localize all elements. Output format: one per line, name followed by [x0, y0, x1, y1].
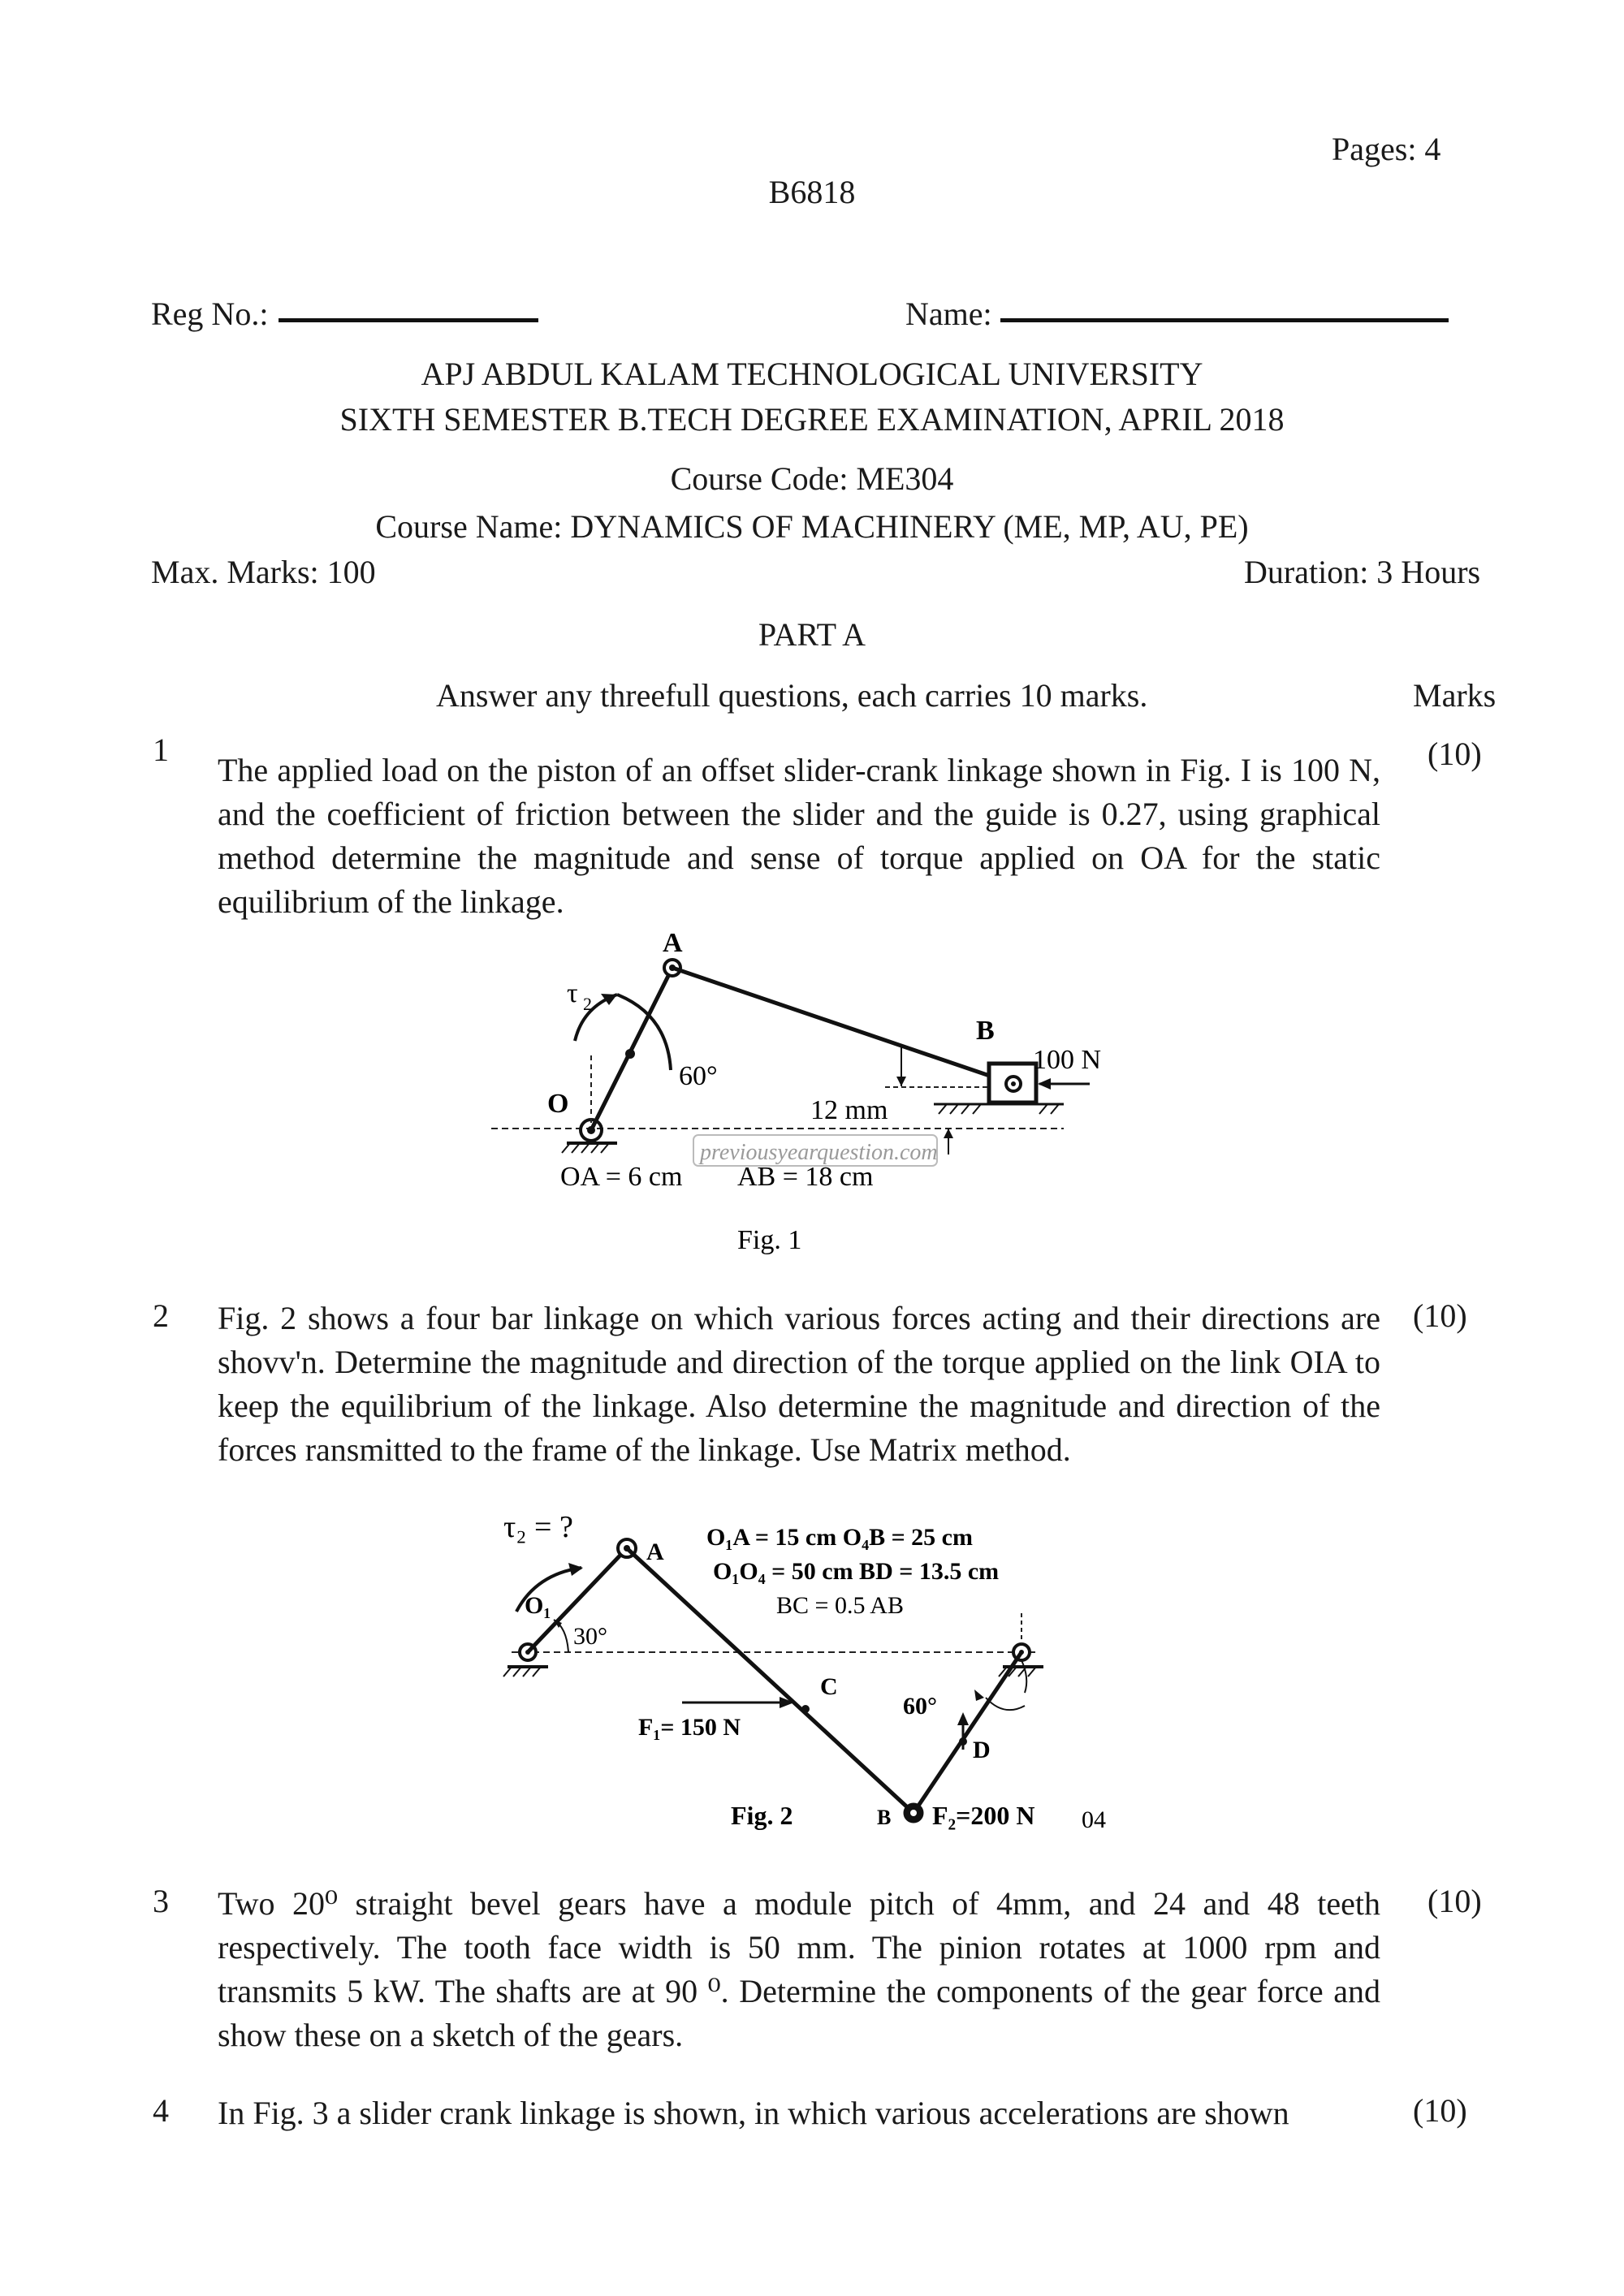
fig2-dimensions-1: O₁A = 15 cm O₄B = 25 cm — [706, 1524, 973, 1551]
fig1-oa-length: OA = 6 cm — [560, 1162, 683, 1192]
fig1-ab-length: AB = 18 cm — [737, 1162, 874, 1192]
fig1-label-a: A — [663, 928, 683, 958]
reg-no-line — [279, 318, 538, 322]
fig1-watermark: previousyearquestion.com — [700, 1140, 938, 1165]
fig2-force-f1: F₁= 150 N — [638, 1714, 741, 1741]
course-name: Course Name: DYNAMICS OF MACHINERY (ME, MP, AU, PE) — [375, 508, 1249, 545]
fig1-label-b: B — [976, 1016, 995, 1046]
fig1-label-o: O — [547, 1089, 569, 1119]
question-number: 3 — [153, 1883, 169, 1919]
paper-code: B6818 — [768, 174, 856, 210]
fig2-dimensions-2: O₁O₄ = 50 cm BD = 13.5 cm — [713, 1558, 1000, 1585]
reg-no-label: Reg No.: — [151, 296, 269, 332]
fig2-angle-60: 60° — [903, 1693, 937, 1720]
fig1-angle: 60° — [679, 1061, 718, 1091]
question-text: In Fig. 3 a slider crank linkage is shown, in which various accelerations are shown — [218, 2095, 1289, 2131]
question-text: Fig. 2 shows a four bar linkage on which various forces acting and their directions are shovv'n. Determine the magnitude and direction of the torque applied on the link OIA to keep the equilibrium of the linkage. Also determine the magnitude and direction of the forces ransmitted to the frame of the linkage. Use Matrix method. — [218, 1300, 1380, 1468]
question-marks: (10) — [1427, 736, 1482, 772]
figure-2-four-bar-linkage — [487, 1506, 1169, 1863]
page-count: Pages: 4 — [1332, 131, 1441, 167]
question-text: Two 20⁰ straight bevel gears have a module pitch of 4mm, and 24 and 48 teeth respectively. The tooth face width is 50 mm. The pinion rotates at 1000 rpm and transmits 5 kW. The shafts are at 90 ⁰. Determine the components of the gear force and show these on a sketch of the gears. — [218, 1885, 1380, 2053]
question-marks: (10) — [1427, 1883, 1482, 1919]
question-number: 4 — [153, 2092, 169, 2129]
name-line — [1000, 318, 1449, 322]
duration: Duration: 3 Hours — [1244, 554, 1481, 590]
max-marks: Max. Marks: 100 — [151, 554, 376, 590]
question-marks: (10) — [1413, 2092, 1467, 2129]
fig2-label-b: B — [877, 1806, 892, 1829]
fig2-label-o1: O₁ — [525, 1592, 551, 1619]
fig1-load: 100 N — [1033, 1045, 1102, 1075]
question-number: 1 — [153, 732, 169, 768]
fig1-tau-sub: 2 — [583, 994, 592, 1014]
name-label: Name: — [905, 296, 992, 332]
fig2-caption: Fig. 2 — [731, 1801, 793, 1830]
fig2-force-f2: F₂=200 N — [932, 1801, 1035, 1830]
question-number: 2 — [153, 1297, 169, 1334]
fig2-torque: τ₂ = ? — [503, 1510, 573, 1544]
fig1-caption: Fig. 1 — [737, 1225, 802, 1255]
part-instruction: Answer any threefull questions, each carries 10 marks. — [436, 677, 1148, 714]
fig1-offset: 12 mm — [810, 1095, 888, 1125]
university-title: APJ ABDUL KALAM TECHNOLOGICAL UNIVERSITY — [421, 356, 1203, 392]
page-code-04: 04 — [1082, 1806, 1106, 1833]
fig2-angle-30: 30° — [573, 1623, 607, 1650]
question-marks: (10) — [1413, 1297, 1467, 1334]
figure-1-slider-crank — [479, 926, 1161, 1267]
part-title: PART A — [758, 616, 866, 653]
fig1-tau: τ — [567, 978, 578, 1008]
fig2-label-a: A — [646, 1539, 664, 1565]
course-code: Course Code: ME304 — [670, 460, 954, 497]
fig2-label-d: D — [973, 1737, 991, 1763]
exam-title: SIXTH SEMESTER B.TECH DEGREE EXAMINATION, APRIL 2018 — [339, 401, 1285, 438]
marks-heading: Marks — [1413, 677, 1497, 714]
question-text: The applied load on the piston of an offset slider-crank linkage shown in Fig. I is 100 N, and the coefficient of friction between the slider and the guide is 0.27, using graphical method determine the magnitude and sense of torque applied on OA for the static equilibrium of the linkage. — [218, 752, 1380, 920]
fig2-dimensions-3: BC = 0.5 AB — [776, 1592, 904, 1619]
fig2-label-c: C — [820, 1673, 838, 1700]
